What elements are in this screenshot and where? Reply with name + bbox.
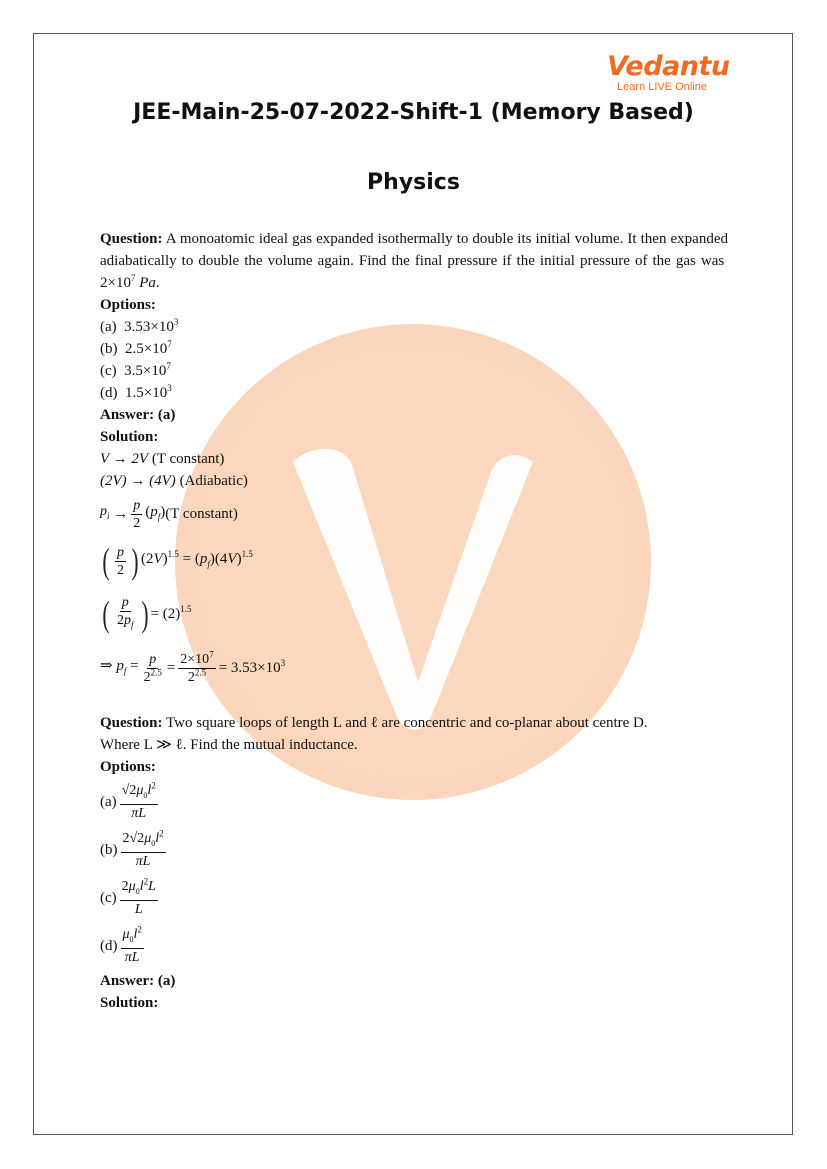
subject-heading: Physics: [367, 170, 460, 195]
q1-text-end: .: [155, 275, 160, 291]
vedantu-logo: [607, 51, 730, 93]
document-title: JEE-Main-25-07-2022-Shift-1 (Memory Based): [133, 100, 694, 125]
q1-solution-step-2: (2V) → (4V) (Adiabatic): [100, 473, 248, 489]
q2-option-b: (b) $\frac{2√2\mu_0l^2}{\pi L}$: [100, 828, 164, 869]
q1-answer: Answer: (a): [100, 407, 176, 423]
q1-solution-step-6: ⇒ $p_f$ = $\frac{p}{2^{2.5}}$ = $\frac{2\times 10^7}{2^{2.5}}$ = $3.53\times 10^3$: [100, 648, 286, 685]
q1-option-c: (c) $3.5\times 10^7$: [100, 361, 171, 379]
q1-solution-step-3: $p_i$ → $\frac{p}{2}$ $(p_f)$ (T constant): [100, 497, 238, 531]
q1-text: [100, 228, 728, 294]
q1-text-value: 2×10: [100, 275, 131, 291]
logo-wordmark: Vedantu: [607, 51, 730, 82]
q1-label: Question:: [100, 231, 163, 247]
q2-option-d: (d) $\frac{\mu_0l^2}{\pi L}$: [100, 924, 142, 965]
q1-option-b: (b) $2.5\times 10^7$: [100, 339, 172, 357]
q1-text-body: A monoatomic ideal gas expanded isothermally to double its initial volume. It then expanded adiabatically to double the volume again. Find the final pressure if the initial pressure of the gas was: [100, 231, 728, 269]
q1-option-d: (d) $1.5\times 10^3$: [100, 383, 172, 401]
q2-answer: Answer: (a): [100, 973, 176, 989]
q1-solution-step-5: ( $\frac{p}{2p_f}$ ) = $(2)^{1.5}$: [102, 594, 192, 634]
q2-solution-label: Solution:: [100, 995, 159, 1011]
q2-option-a: (a) $\frac{√2\mu_0l^2}{\pi L}$: [100, 780, 156, 821]
q1-solution-step-4: ( $\frac{p}{2}$ ) $(2V)^{1.5} = (p_f)(4V)^{1.5}$: [102, 541, 253, 581]
question-content: [100, 228, 728, 1014]
q1-solution-label: Solution:: [100, 429, 159, 445]
q1-text-exp: 7: [130, 273, 136, 283]
q2-option-c: (c) $\frac{2\mu_0l^2L}{L}$: [100, 876, 156, 917]
logo-tagline: Learn LIVE Online: [617, 81, 707, 93]
q1-solution-step-1: V → 2V (T constant): [100, 451, 225, 467]
q2-label: Question:: [100, 715, 163, 731]
q1-option-a: (a) $3.53\times 10^3$: [100, 317, 179, 335]
q1-options-label: Options:: [100, 297, 156, 313]
q1-text-unit: Pa: [139, 275, 156, 291]
q2-text: Question: Two square loops of length L and ℓ are concentric and co-planar about centre D. Where L ≫ ℓ. Find the mutual inductance.: [100, 715, 648, 753]
q2-options-label: Options:: [100, 759, 156, 775]
